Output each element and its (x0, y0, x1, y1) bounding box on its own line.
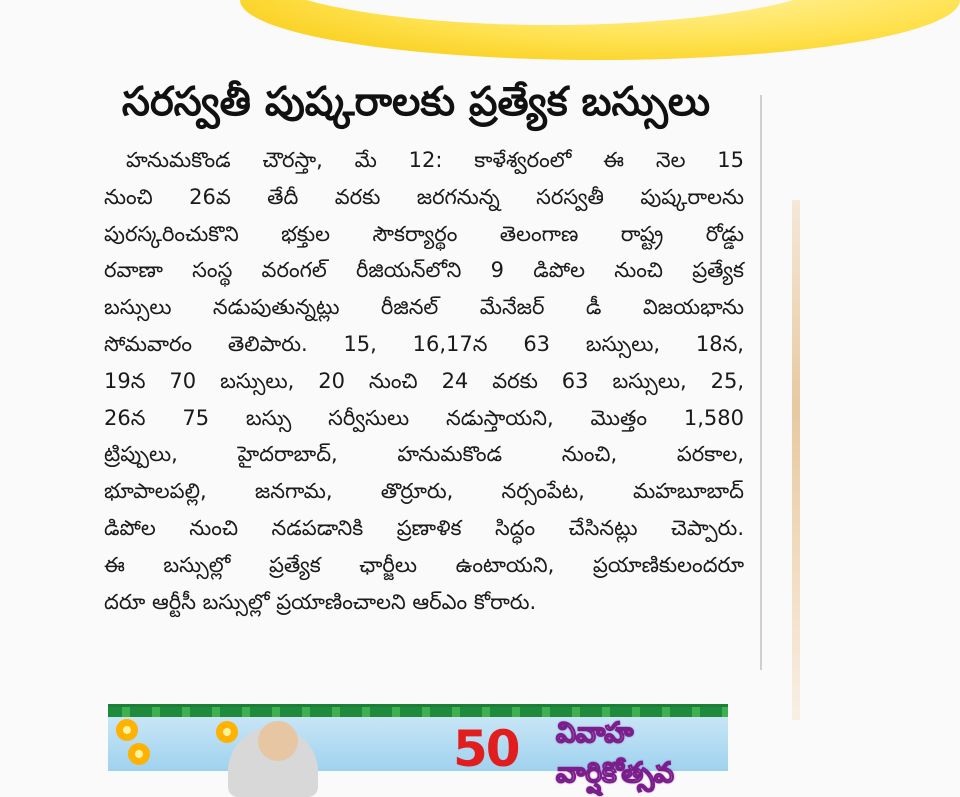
article-line: 19న 70 బస్సులు, 20 నుంచి 24 వరకు 63 బస్సులు, 25, (104, 368, 744, 393)
column-divider (760, 95, 762, 670)
article-line: 26న 75 బస్సు సర్వీసులు నడుస్తాయని, మొత్తం 1,580 (104, 405, 744, 430)
anniversary-advertisement (108, 704, 728, 789)
article-line: రవాణా సంస్థ వరంగల్ రీజియన్‌లోని 9 డిపోల నుంచి ప్రత్యేక (104, 258, 744, 283)
article-body (104, 142, 744, 620)
article-line: బస్సులు నడుపుతున్నట్లు రీజినల్ మేనేజర్ డీ విజయభాను (104, 295, 744, 320)
ad-flower-icon (216, 721, 238, 743)
ad-flower-icon (116, 719, 138, 741)
article-line: దరూ ఆర్టీసీ బస్సుల్లో ప్రయాణించాలని ఆర్ఎం కోరారు. (104, 589, 537, 614)
article-line: హనుమకొండ చౌరస్తా, మే 12: కాళేశ్వరంలో ఈ నెల 15 (126, 148, 744, 172)
ad-title: వివాహ వార్షికోత్సవ (556, 716, 674, 789)
article-line: డిపోల నుంచి నడపడానికి ప్రణాళిక సిద్ధం చేసినట్లు చెప్పారు. (104, 515, 744, 540)
ad-person-head (258, 721, 298, 761)
article-headline: సరస్వతీ పుష్కరాలకు ప్రత్యేక బస్సులు (121, 79, 711, 125)
article-line: సోమవారం తెలిపారు. 15, 16,17న 63 బస్సులు, 18న, (104, 331, 744, 356)
article-line: ట్రిప్పులు, హైదరాబాద్, హనుమకొండ నుంచి, పరకాల, (104, 442, 744, 467)
article-line: ఈ బస్సుల్లో ప్రత్యేక ఛార్జీలు ఉంటాయని, ప్రయాణికులందరూ (104, 552, 744, 577)
ad-anniversary-number: 50 (453, 720, 519, 778)
article-line: నుంచి 26వ తేదీ వరకు జరగనున్న సరస్వతీ పుష్కరాలను (104, 184, 744, 209)
ad-flower-icon (128, 743, 150, 765)
adjacent-column-image (792, 200, 800, 720)
article-line: భూపాలపల్లి, జనగామ, తొర్రూరు, నర్సంపేట, మహబూబాద్ (104, 479, 744, 504)
article-line: పురస్కరించుకొని భక్తుల సౌకర్యార్థం తెలంగాణ రాష్ట్ర రోడ్డు (104, 221, 744, 246)
